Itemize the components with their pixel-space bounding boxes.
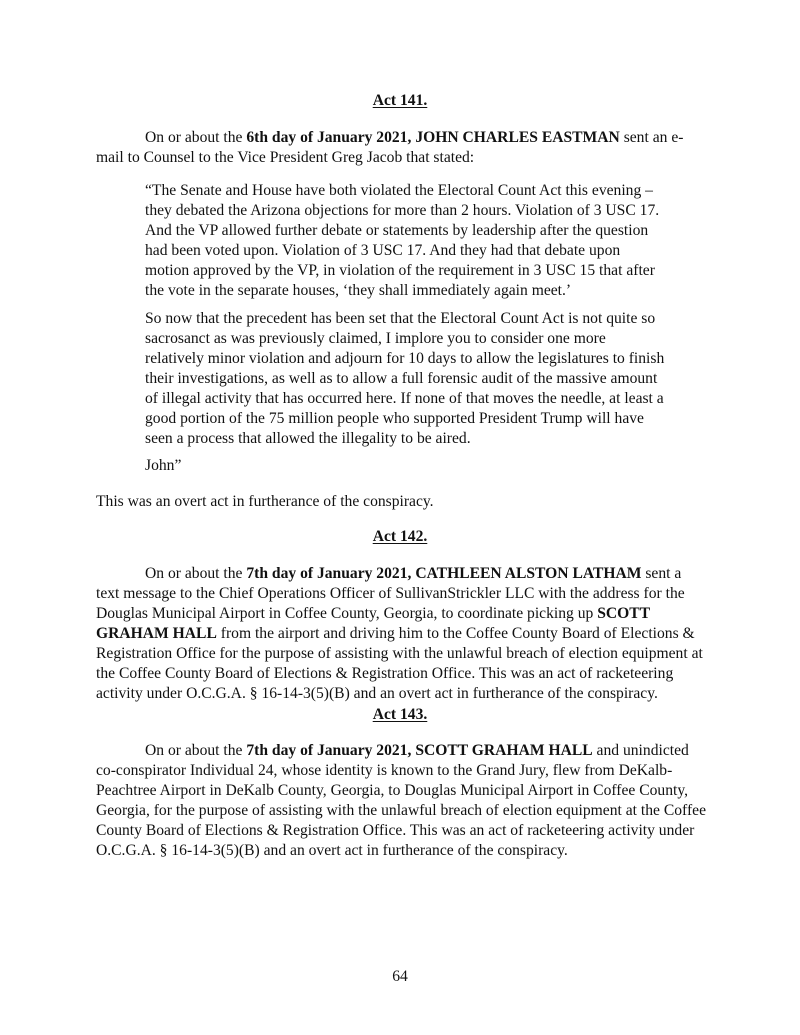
act-141-quote-paragraph-1: “The Senate and House have both violated the Electoral Count Act this evening – they debated the Arizona objections for more than 2 hours. Violation of 3 USC 17. And the VP allowed further debate or statements by leadership after the question had been voted upon. Violation of 3 USC 17. And they had that debate upon motion approved by the VP, in violation of the requirement in 3 USC 15 that after the vote in the separate houses, ‘they shall immediately again meet.’ (145, 182, 660, 299)
act-143-heading: Act 143. (372, 706, 428, 723)
act-142-mid: sent a text message to the Chief Operations Officer of SullivanStrickler LLC with the address for the Douglas Municipal Airport in Coffee County, Georgia, to coordinate picking up (96, 565, 685, 622)
act-141-intro-pre: On or about the (145, 129, 247, 146)
act-142-post: from the airport and driving him to the Coffee County Board of Elections & Registration Office for the purpose of assisting with the unlawful breach of election equipment at the Coffee County Board of Elections & Registration Office. This was an act of racketeering activity under O.C.G.A. § 16-14-3(5)(B) and an overt act in furtherance of the conspiracy. (96, 625, 703, 702)
act-143-defendant-name: SCOTT GRAHAM HALL (415, 742, 593, 759)
act-143-pre: On or about the (145, 742, 247, 759)
act-143-date: 7th day of January 2021, (246, 742, 412, 759)
act-141-quote-signoff: John” (145, 457, 182, 474)
act-142-defendant-name: CATHLEEN ALSTON LATHAM (415, 565, 642, 582)
act-142-pre: On or about the (145, 565, 247, 582)
act-142-second-defendant-name: SCOTT GRAHAM HALL (96, 605, 650, 642)
act-141-intro-paragraph (96, 128, 708, 168)
act-143-post: and unindicted co-conspirator Individual 24, whose identity is known to the Grand Jury, flew from DeKalb-Peachtree Airport in DeKalb County, Georgia, to Douglas Municipal Airport in Coffee County, Georgia, for the purpose of assisting with the unlawful breach of election equipment at the Coffee County Board of Elections & Registration Office. This was an act of racketeering activity under O.C.G.A. § 16-14-3(5)(B) and an overt act in furtherance of the conspiracy. (96, 742, 706, 859)
act-141-intro-post: sent an e-mail to Counsel to the Vice President Greg Jacob that stated: (96, 129, 684, 166)
act-142-heading: Act 142. (372, 528, 428, 545)
act-141-date: 6th day of January 2021, (246, 129, 412, 146)
act-142-date: 7th day of January 2021, (246, 565, 412, 582)
act-142-paragraph (96, 564, 708, 704)
act-141-quote-paragraph-2: So now that the precedent has been set that the Electoral Count Act is not quite so sacrosanct as was previously claimed, I implore you to consider one more relatively minor violation and adjourn for 10 days to allow the legislatures to finish their investigations, as well as to allow a full forensic audit of the massive amount of illegal activity that has occurred here. If none of that moves the needle, at least a good portion of the 75 million people who supported President Trump will have seen a process that allowed the illegality to be aired. (145, 310, 665, 447)
act-143-paragraph (96, 741, 708, 861)
act-141-defendant-name: JOHN CHARLES EASTMAN (415, 129, 620, 146)
act-141-closing: This was an overt act in furtherance of the conspiracy. (96, 493, 434, 510)
page-number: 64 (392, 968, 408, 985)
act-141-heading: Act 141. (372, 92, 428, 109)
